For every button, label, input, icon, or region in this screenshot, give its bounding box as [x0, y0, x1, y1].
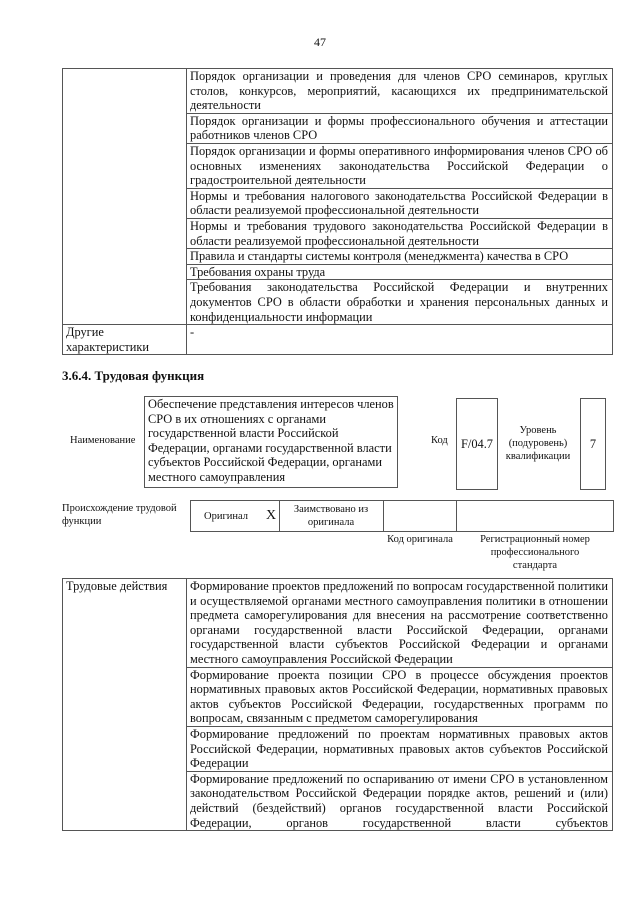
- labor-action: Формирование предложений по проектам нормативных правовых актов Российской Федерации, нормативных правовых актов субъектов Российской Федерации: [187, 726, 613, 771]
- page-number: 47: [314, 35, 326, 49]
- knowledge-item: Правила и стандарты системы контроля (менеджмента) качества в СРО: [187, 249, 613, 265]
- function-code: F/04.7: [456, 398, 498, 490]
- original-code-caption: Код оригинала: [387, 534, 453, 545]
- original-label: Оригинал: [204, 511, 248, 522]
- origin-table: [190, 500, 614, 532]
- labor-actions-label: Трудовые действия: [63, 579, 187, 831]
- knowledge-item: Порядок организации и проведения для членов СРО семинаров, круглых столов, конкурсов, мероприятий, касающихся их предпринимательской деятельности: [187, 69, 613, 114]
- reg-number-caption: Регистрационный номер профессионального стандарта: [480, 534, 590, 571]
- knowledge-item: Порядок организации и формы профессионального обучения и аттестации работников членов СРО: [187, 113, 613, 143]
- other-characteristics-label: Другие характеристики: [63, 325, 187, 355]
- original-mark: X: [265, 508, 277, 523]
- labor-action: Формирование предложений по оспариванию от имени СРО в установленном законодательством Российской Федерации порядке актов, решений и (или) действий (бездействий) органов государственной власти Российской Федерации, органов государственной власти субъектов: [187, 771, 613, 830]
- knowledge-label-cell: [63, 69, 187, 325]
- name-label: Наименование: [70, 435, 136, 446]
- knowledge-table: [62, 68, 613, 355]
- knowledge-item: Нормы и требования трудового законодательства Российской Федерации в области реализуемой профессиональной деятельности: [187, 218, 613, 248]
- knowledge-item: Требования охраны труда: [187, 264, 613, 280]
- level-label: Уровень (подуровень) квалификации: [505, 425, 571, 462]
- original-code-cell: [456, 501, 457, 531]
- qualification-level: 7: [580, 398, 606, 490]
- labor-action: Формирование проектов предложений по вопросам государственной политики и осуществляемой органами местного самоуправления политики в отношении предмета саморегулирования для внесения на рассмотрение соответственно органами государственной власти Российской Федерации, органами государственной власти субъектов Российской Федерации и органами местного самоуправления Российской Федерации: [187, 579, 613, 668]
- labor-action: Формирование проекта позиции СРО в процессе обсуждения проектов нормативных правовых актов Российской Федерации, нормативных правовых актов субъектов Российской Федерации, государственных программ по вопросам, связанным с предметом саморегулирования: [187, 667, 613, 726]
- other-characteristics-value: -: [187, 325, 613, 355]
- code-label: Код: [431, 435, 448, 446]
- labor-actions-table: [62, 578, 613, 831]
- section-heading: 3.6.4. Трудовая функция: [62, 368, 205, 383]
- borrowed-label: Заимствовано из оригинала: [293, 504, 369, 528]
- knowledge-item: Требования законодательства Российской Федерации и внутренних документов СРО в области обработки и хранения персональных данных и конфиденциальности информации: [187, 280, 613, 325]
- knowledge-item: Порядок организации и формы оперативного информирования членов СРО об основных изменениях законодательства Российской Федерации о градостроительной деятельности: [187, 143, 613, 188]
- knowledge-item: Нормы и требования налогового законодательства Российской Федерации в области реализуемой профессиональной деятельности: [187, 188, 613, 218]
- function-name: Обеспечение представления интересов членов СРО в их отношениях с органами государственной власти Российской Федерации, органами государственной власти субъектов Российской Федерации, органами местного самоуправления: [144, 396, 398, 488]
- origin-label: Происхождение трудовой функции: [62, 503, 177, 527]
